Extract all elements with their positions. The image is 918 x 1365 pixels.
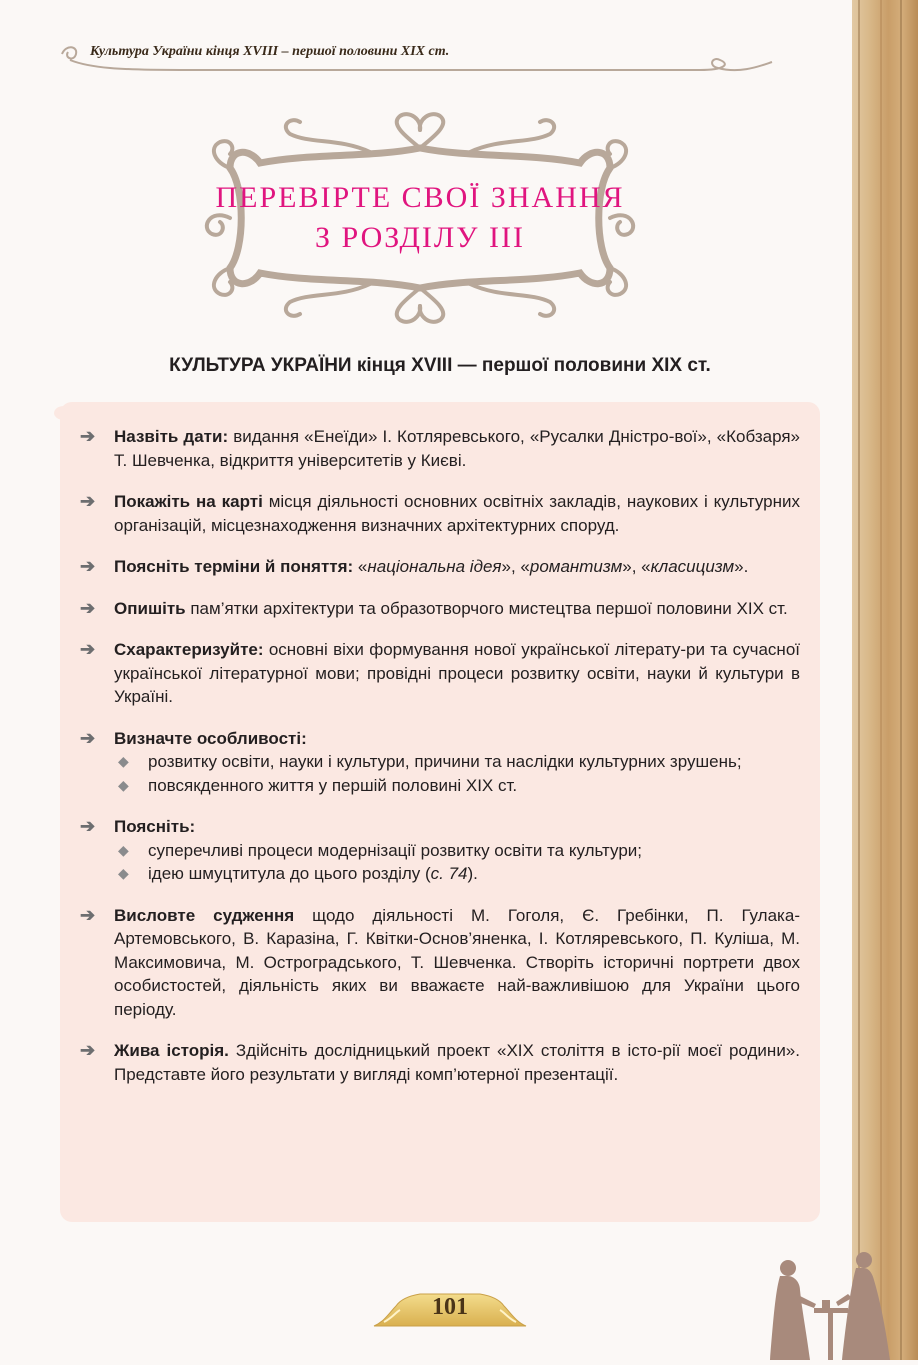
sub-item-text: розвитку освіти, науки і культури, причини та наслідки культурних зрушень; — [148, 752, 742, 771]
list-item — [80, 490, 800, 537]
list-item — [80, 425, 800, 472]
section-heading: КУЛЬТУРА УКРАЇНИ кінця XVIII — першої половини XIX ст. — [169, 355, 711, 376]
item-lead: Поясніть терміни й поняття: — [114, 557, 354, 576]
list-item — [80, 597, 800, 621]
frame-title-line1: ПЕРЕВІРТЕ СВОЇ ЗНАННЯ — [215, 181, 625, 214]
item-lead: Визначте особливості: — [114, 728, 307, 748]
diamond-icon: ◆ — [118, 865, 129, 881]
sub-item-text: повсякденного життя у першій половині XIX ст. — [148, 775, 518, 795]
sub-item — [114, 750, 800, 774]
item-text: пам’ятки архітектури та образотворчого мистецтва першої половини XIX ст. — [185, 598, 788, 618]
sub-item-text: суперечливі процеси модернізації розвитку освіти та культури; — [148, 840, 642, 860]
list-item — [80, 1039, 800, 1086]
item-lead: Опишіть — [114, 598, 186, 618]
item-text: « — [353, 557, 368, 576]
term-national-idea: національна ідея — [367, 557, 502, 576]
running-header — [60, 40, 790, 80]
arrow-right-icon: ➔ — [80, 727, 96, 748]
arrow-right-icon: ➔ — [80, 816, 96, 836]
diamond-icon: ◆ — [118, 841, 129, 858]
item-lead: Поясніть: — [114, 817, 196, 836]
sub-item-text: ідею шмуцтитула до цього розділу ( — [148, 864, 431, 883]
item-lead: Висловте судження — [114, 905, 295, 925]
sub-item — [114, 862, 800, 886]
item-lead: Схарактеризуйте: — [114, 640, 264, 659]
list-item — [80, 638, 800, 709]
list-item — [80, 904, 800, 1022]
item-text: основні віхи формування нової української літерату-ри та сучасної української літературної мови; провідні процеси розвитку освіти, науки й культури в Україні. — [114, 640, 800, 706]
sub-item — [114, 774, 800, 798]
diamond-icon: ◆ — [118, 753, 129, 769]
page-reference: с. 74 — [430, 864, 468, 883]
item-text: місця діяльності основних освітніх закладів, наукових і культурних організацій, місцезнаходження визначних архітектурних споруд. — [114, 492, 800, 535]
section-title-frame — [190, 108, 650, 328]
page-number-tab — [370, 1282, 530, 1332]
item-text: », « — [622, 557, 651, 576]
arrow-right-icon: ➔ — [80, 904, 96, 925]
arrow-right-icon: ➔ — [80, 556, 96, 576]
question-list — [80, 425, 800, 1104]
arrow-right-icon: ➔ — [80, 491, 96, 511]
term-classicism: класицизм — [650, 557, 735, 576]
tea-party-silhouette-icon — [766, 1250, 896, 1360]
item-text: ». — [734, 557, 749, 576]
arrow-right-icon: ➔ — [80, 1040, 96, 1060]
page-number: 101 — [432, 1294, 468, 1320]
diamond-icon: ◆ — [118, 776, 129, 793]
item-text: », « — [501, 557, 530, 576]
arrow-right-icon: ➔ — [80, 597, 96, 618]
arrow-right-icon: ➔ — [80, 639, 96, 659]
list-item — [80, 815, 800, 886]
header-title: Культура України кінця XVIII – першої половини XIX ст. — [90, 44, 450, 59]
arrow-right-icon: ➔ — [80, 426, 96, 446]
item-lead: Назвіть дати: — [114, 427, 229, 446]
term-romanticism: романтизм — [529, 557, 623, 576]
item-text: видання «Енеїди» І. Котляревського, «Русалки Дністро-вої», «Кобзаря» Т. Шевченка, відкриття університетів у Києві. — [114, 427, 801, 470]
frame-title-line2: З РОЗДІЛУ ІІІ — [315, 221, 525, 254]
sub-item — [114, 839, 800, 863]
list-item — [80, 727, 800, 798]
sub-item-text: ). — [467, 864, 478, 883]
item-lead: Покажіть на карті — [114, 492, 263, 511]
page-edge-decoration — [852, 0, 918, 1360]
item-text: Здійсніть дослідницький проект «XIX століття в істо-рії моєї родини». Представте його результати у вигляді комп’ютерної презентації. — [114, 1041, 800, 1084]
item-text: щодо діяльності М. Гоголя, Є. Гребінки, П. Гулака-Артемовського, В. Каразіна, Г. Квітки-Основ’яненка, І. Котляревського, П. Куліша, М. Максимовича, М. Остроградського, Т. Шевченка. Створіть історичні портрети двох особистостей, діяльність яких ви вважаєте най-важливішою для України цього періоду. — [114, 905, 800, 1019]
list-item — [80, 555, 800, 579]
item-lead: Жива історія. — [114, 1041, 229, 1060]
